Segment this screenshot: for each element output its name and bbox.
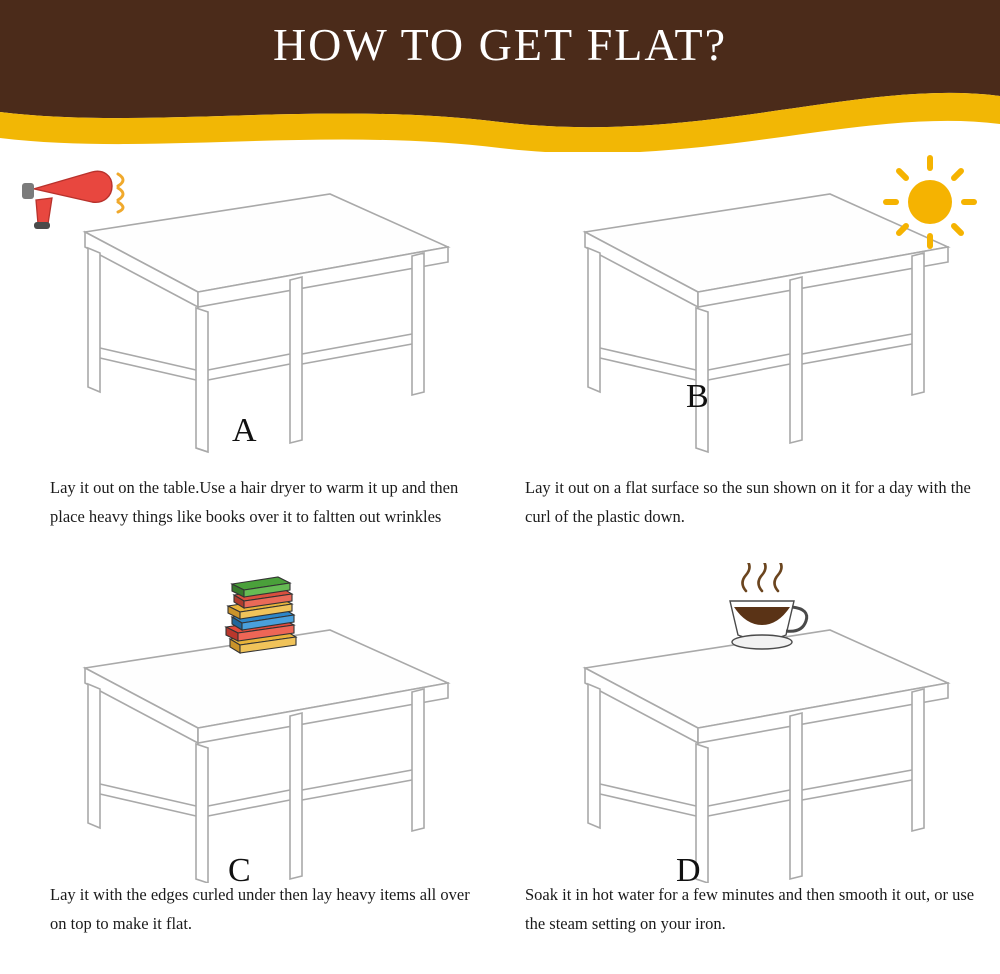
panels-grid (0, 152, 1000, 974)
page-title: HOW TO GET FLAT? (272, 19, 728, 70)
panel-c-illustration (0, 563, 500, 883)
panel-d-caption: Soak it in hot water for a few minutes and then smooth it out, or use the steam setting on your iron. (525, 885, 975, 933)
table-drawing (585, 194, 948, 452)
panel-d-illustration (500, 563, 1000, 883)
panel-d (500, 563, 1000, 974)
books-stack-icon (226, 577, 296, 653)
table-drawing (585, 630, 948, 883)
sun-icon (886, 158, 974, 246)
panel-a (0, 152, 500, 563)
panel-b (500, 152, 1000, 563)
panel-a-letter: A (232, 412, 257, 449)
panel-b-illustration (500, 152, 1000, 472)
panel-b-letter: B (686, 378, 709, 415)
panel-c (0, 563, 500, 974)
hair-dryer-icon (22, 171, 123, 229)
panel-c-letter: C (228, 852, 251, 889)
table-drawing (85, 194, 448, 452)
panel-b-caption: Lay it out on a flat surface so the sun shown on it for a day with the curl of the plastic down. (525, 478, 971, 526)
header-banner (0, 0, 1000, 152)
panel-a-caption: Lay it out on the table.Use a hair dryer to warm it up and then place heavy things like books over it to faltten out wrinkles (50, 478, 459, 526)
panel-d-letter: D (676, 852, 701, 889)
panel-c-caption: Lay it with the edges curled under then lay heavy items all over on top to make it flat. (50, 885, 470, 933)
table-drawing (85, 630, 448, 883)
